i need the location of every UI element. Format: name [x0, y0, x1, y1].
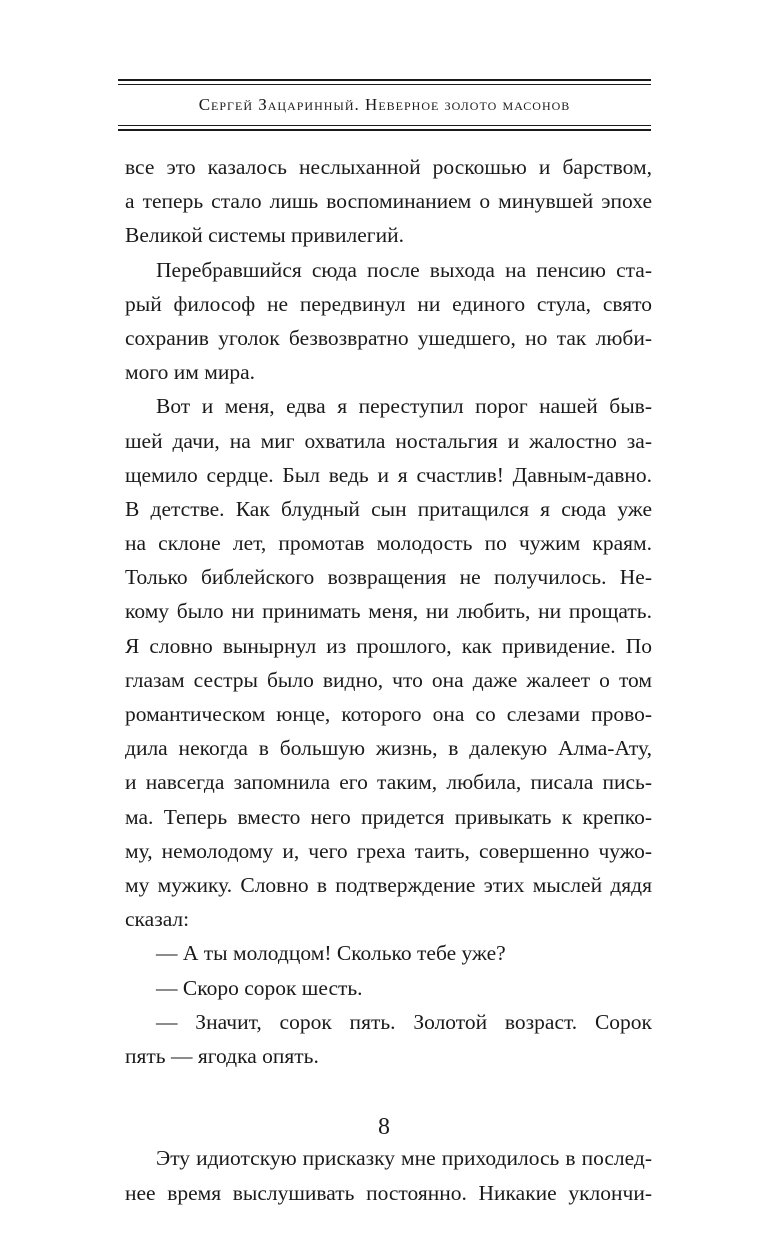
- header-rule-bottom-thin: [118, 125, 651, 126]
- text-line: все это казалось неслыханной роскошью и барством,: [125, 155, 652, 179]
- header-title: [118, 85, 651, 125]
- text-line: шей дачи, на миг охватила ностальгия и жалостно за-: [125, 428, 652, 453]
- text-line: Только библейского возвращения не получилось. Не-: [125, 565, 652, 590]
- text-line: рый философ не передвинул ни единого стула, свято: [125, 291, 652, 316]
- text-line: му мужику. Словно в подтверждение этих мыслей дядя: [125, 872, 652, 897]
- dialogue-line: — Скоро сорок шесть.: [156, 975, 363, 1000]
- text-line: Перебравшийся сюда после выхода на пенсию ста-: [156, 257, 652, 282]
- text-line: Вот и меня, едва я переступил порог нашей быв-: [156, 394, 652, 419]
- text-line: пять — ягодка опять.: [125, 1043, 319, 1068]
- text-line: сказал:: [125, 907, 190, 932]
- body-text: [125, 150, 652, 1210]
- header-author: Сергей Зацаринный.: [198, 95, 360, 114]
- text-line: на склоне лет, промотав молодость по чужим краям.: [125, 531, 652, 556]
- text-line: Я словно вынырнул из прошлого, как привидение. По: [125, 633, 652, 658]
- text-line: сохранив уголок безвозвратно ушедшего, но так люби-: [125, 325, 652, 350]
- dialogue-line: — Значит, сорок пять. Золотой возраст. Сорок: [156, 1009, 652, 1034]
- text-line: нее время выслушивать постоянно. Никакие уклончи-: [125, 1180, 652, 1205]
- section-gap: [125, 1073, 652, 1107]
- text-line: кому было ни принимать меня, ни любить, ни прощать.: [125, 599, 652, 624]
- text-line: и навсегда запомнила его таким, любила, писала пись-: [125, 770, 652, 795]
- text-line: Эту идиотскую присказку мне приходилось в послед-: [156, 1146, 652, 1171]
- text-line: а теперь стало лишь воспоминанием о минувшей эпохе: [125, 189, 652, 214]
- text-line: му, немолодому и, чего греха таить, совершенно чужо-: [125, 838, 652, 863]
- header-rule-bottom: [118, 129, 651, 131]
- text-line: В детстве. Как блудный сын притащился я сюда уже: [125, 496, 652, 521]
- header-rule-top: [118, 79, 651, 81]
- text-line: дила некогда в большую жизнь, в далекую Алма-Ату,: [125, 736, 652, 761]
- text-line: щемило сердце. Был ведь и я счастлив! Давным-давно.: [125, 462, 652, 487]
- text-line: ма. Теперь вместо него придется привыкать к крепко-: [125, 804, 652, 829]
- text-line: романтическом юнце, которого она со слезами прово-: [125, 702, 652, 726]
- text-line: глазам сестры было видно, что она даже жалеет о том: [125, 667, 652, 692]
- running-header: [118, 79, 651, 131]
- page-number: 8: [378, 1114, 390, 1140]
- text-line: Великой системы привилегий.: [125, 223, 404, 248]
- dialogue-line: — А ты молодцом! Сколько тебе уже?: [156, 941, 506, 966]
- header-book-title: Неверное золото масонов: [365, 95, 571, 114]
- text-line: мого им мира.: [125, 360, 256, 385]
